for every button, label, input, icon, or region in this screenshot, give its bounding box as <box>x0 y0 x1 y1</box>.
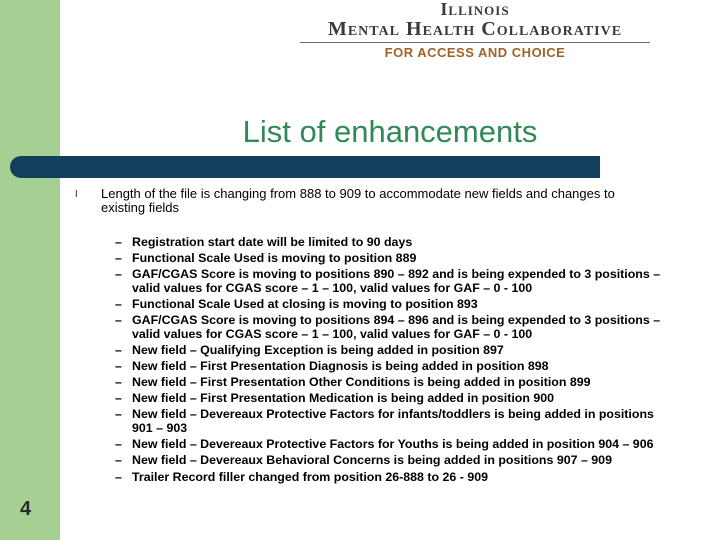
list-item-text: New field – Qualifying Exception is being added in position 897 <box>132 343 504 358</box>
list-item-text: GAF/CGAS Score is moving to positions 890 – 892 and is being expended to 3 positions – valid values for CGAS score – 1 – 100, valid values for GAF – 0 - 100 <box>132 267 661 295</box>
logo-line-illinois: Illinois <box>440 0 510 19</box>
page-number: 4 <box>20 498 32 520</box>
list-item-text: New field – First Presentation Medication is being added in position 900 <box>132 391 555 406</box>
list-item <box>115 408 675 436</box>
dash-icon: – <box>115 407 122 422</box>
list-item-text: Functional Scale Used is moving to position 889 <box>132 251 417 266</box>
main-bullet-text: Length of the file is changing from 888 to 909 to accommodate new fields and changes to existing fields <box>101 186 615 215</box>
list-item <box>115 236 675 250</box>
list-item-text: New field – First Presentation Diagnosis is being added in position 898 <box>132 359 549 374</box>
dash-icon: – <box>115 251 122 266</box>
dash-icon: – <box>115 235 122 249</box>
list-item <box>115 438 675 452</box>
list-item-text: Trailer Record filler changed from position 26-888 to 26 - 909 <box>132 469 488 484</box>
slide-title: List of enhancements <box>242 114 538 149</box>
dash-icon: – <box>115 391 122 406</box>
title-underline-bar <box>10 156 600 178</box>
list-item-text: GAF/CGAS Score is moving to positions 894 – 896 and is being expended to 3 positions – valid values for CGAS score – 1 – 100, valid values for GAF – 0 - 100 <box>132 313 661 341</box>
dash-icon: – <box>115 297 122 312</box>
dash-icon: – <box>115 313 122 328</box>
sub-item-list <box>115 236 675 487</box>
list-item <box>115 268 675 296</box>
list-item <box>115 344 675 358</box>
dash-icon: – <box>115 469 122 484</box>
list-item <box>115 298 675 312</box>
dash-icon: – <box>115 437 122 452</box>
list-item-text: Registration start date will be limited to 90 days <box>132 235 413 249</box>
logo <box>300 0 650 64</box>
list-item <box>115 360 675 374</box>
list-item <box>115 376 675 390</box>
list-item <box>115 454 675 468</box>
dash-icon: – <box>115 267 122 282</box>
list-item-text: Functional Scale Used at closing is moving to position 893 <box>132 297 478 312</box>
list-item <box>115 252 675 266</box>
list-item <box>115 314 675 342</box>
logo-rule <box>300 42 650 43</box>
dash-icon: – <box>115 359 122 374</box>
logo-line-tagline: FOR ACCESS AND CHOICE <box>384 45 566 60</box>
list-item <box>115 392 675 406</box>
list-item-text: New field – Devereaux Protective Factors for infants/toddlers is being added in positions 901 – 903 <box>132 407 654 436</box>
dash-icon: – <box>115 343 122 358</box>
list-item-text: New field – Devereaux Behavioral Concerns is being added in positions 907 – 909 <box>132 453 612 468</box>
bullet-icon: l <box>75 190 78 200</box>
sidebar-decoration <box>0 0 60 540</box>
dash-icon: – <box>115 375 122 390</box>
list-item-text: New field – Devereaux Protective Factors for Youths is being added in position 904 – 906 <box>132 437 654 452</box>
list-item-text: New field – First Presentation Other Conditions is being added in position 899 <box>132 375 591 390</box>
list-item <box>115 471 675 485</box>
logo-line-collaborative: Mental Health Collaborative <box>327 18 623 40</box>
dash-icon: – <box>115 453 122 468</box>
